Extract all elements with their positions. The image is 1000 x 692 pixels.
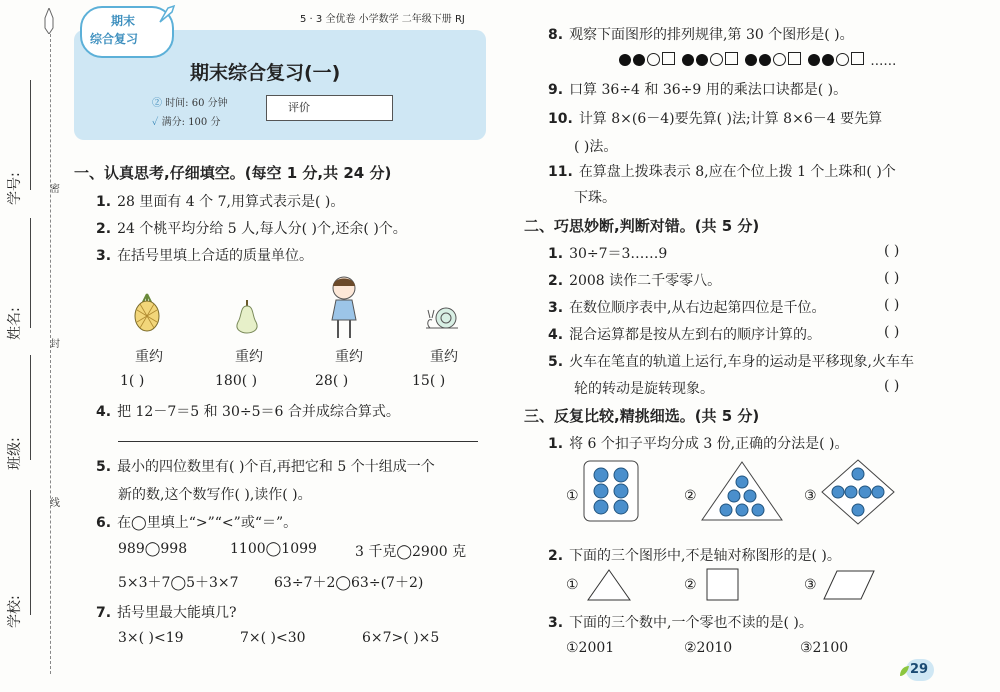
fold-line <box>50 34 51 674</box>
s1-q4: 4. 把 12－7＝5 和 30÷5＝6 合并成综合算式。 <box>96 404 400 420</box>
s3-q2: 2. 下面的三个图形中,不是轴对称图形的是( )。 <box>548 548 841 564</box>
s2-q1: 1. 30÷7＝3……9 <box>548 246 668 262</box>
rocket-badge-icon <box>158 4 176 28</box>
time-info: ② 时间: 60 分钟 <box>152 98 228 109</box>
q3-answer-1[interactable]: 1( ) <box>120 373 145 389</box>
s1-q3: 3. 在括号里填上合适的质量单位。 <box>96 248 314 264</box>
s1-q11a: 11. 在算盘上拨珠表示 8,应在个位上拨 1 个上珠和( )个 <box>548 164 896 180</box>
s2-q3: 3. 在数位顺序表中,从右边起第四位是千位。 <box>548 300 826 316</box>
s3-q2-opt3[interactable]: ③ <box>804 577 817 593</box>
s1-q5a: 5. 最小的四位数里有( )个百,再把它和 5 个十组成一个 <box>96 459 435 475</box>
q7-item-3[interactable]: 6×7>( )×5 <box>362 630 440 646</box>
s1-q2: 2. 24 个桃平均分给 5 人,每人分( )个,还余( )个。 <box>96 221 407 237</box>
s2-answer-5[interactable]: ( ) <box>884 378 900 394</box>
student-id-line <box>30 80 31 190</box>
section3-heading: 三、反复比较,精挑细选。(共 5 分) <box>524 407 760 425</box>
book-meta: 5 · 3 全优卷 小学数学 二年级下册 RJ <box>300 14 465 25</box>
buttons-rectangle[interactable] <box>583 460 639 526</box>
school-label: 学校: <box>7 595 23 628</box>
parallelogram-shape[interactable] <box>823 570 875 604</box>
school-line <box>30 490 31 615</box>
s1-q6: 6. 在◯里填上“>”“<”或“＝”。 <box>96 515 298 531</box>
triangle-shape[interactable] <box>586 568 632 606</box>
q3-label-4: 重约 <box>430 349 458 365</box>
s3-q2-opt1[interactable]: ① <box>566 577 579 593</box>
s3-q3-opt3[interactable]: ③2100 <box>800 640 849 656</box>
s2-answer-1[interactable]: ( ) <box>884 243 900 259</box>
s2-q2: 2. 2008 读作二千零零八。 <box>548 273 722 289</box>
page-leaf-icon <box>898 663 910 682</box>
s1-q10b: ( )法。 <box>574 139 618 155</box>
eval-label-cell: 评价 <box>266 95 332 121</box>
s3-q1-opt1[interactable]: ① <box>566 488 579 504</box>
s2-q5b: 轮的转动是旋转现象。 <box>574 381 714 397</box>
q3-label-2: 重约 <box>235 349 263 365</box>
q3-label-3: 重约 <box>335 349 363 365</box>
s3-q1-opt2[interactable]: ② <box>684 488 697 504</box>
s3-q2-opt2[interactable]: ② <box>684 577 697 593</box>
buttons-diamond[interactable] <box>820 458 896 530</box>
pineapple-icon <box>132 292 162 336</box>
s2-q4: 4. 混合运算都是按从左到右的顺序计算的。 <box>548 327 822 343</box>
q6-item-3[interactable]: 3 千克◯2900 克 <box>355 544 467 560</box>
girl-icon <box>326 274 362 348</box>
q4-answer-line[interactable] <box>118 441 478 442</box>
q3-label-1: 重约 <box>135 349 163 365</box>
s2-q5a: 5. 火车在笔直的轨道上运行,车身的运动是平移现象,火车车 <box>548 354 914 370</box>
s2-answer-2[interactable]: ( ) <box>884 270 900 286</box>
check-icon: ✓ <box>152 117 159 128</box>
seal-feng: 封 <box>50 339 60 350</box>
q3-answer-4[interactable]: 15( ) <box>412 373 446 389</box>
s1-q7: 7. 括号里最大能填几? <box>96 605 237 621</box>
eval-score-cell[interactable] <box>330 95 393 121</box>
s3-q3-opt2[interactable]: ②2010 <box>684 640 733 656</box>
q6-item-1[interactable]: 989◯998 <box>118 541 188 557</box>
s3-q1: 1. 将 6 个扣子平均分成 3 份,正确的分法是( )。 <box>548 436 849 452</box>
page-title: 期末综合复习(一) <box>190 62 341 84</box>
s1-q11b: 下珠。 <box>574 190 616 206</box>
student-id-label: 学号: <box>7 172 23 205</box>
s1-q5b: 新的数,这个数写作( ),读作( )。 <box>118 487 312 503</box>
s1-q10a: 10. 计算 8×(6－4)要先算( )法;计算 8×6－4 要先算 <box>548 111 883 127</box>
q8-pattern: …… <box>618 50 896 69</box>
s1-q1: 1. 28 里面有 4 个 7,用算式表示是( )。 <box>96 194 345 210</box>
s2-answer-3[interactable]: ( ) <box>884 297 900 313</box>
q7-item-2[interactable]: 7×( )<30 <box>240 630 306 646</box>
score-info: ✓ 满分: 100 分 <box>152 117 221 128</box>
q7-item-1[interactable]: 3×( )<19 <box>118 630 184 646</box>
q3-answer-2[interactable]: 180( ) <box>215 373 258 389</box>
rocket-icon <box>44 8 54 34</box>
q6-item-2[interactable]: 1100◯1099 <box>230 541 317 557</box>
s3-q3: 3. 下面的三个数中,一个零也不读的是( )。 <box>548 615 813 631</box>
class-line <box>30 355 31 460</box>
q3-answer-3[interactable]: 28( ) <box>315 373 349 389</box>
badge-line1: 期末 <box>111 14 136 28</box>
class-label: 班级: <box>7 437 23 470</box>
buttons-triangle[interactable] <box>700 460 784 526</box>
snail-icon <box>422 302 462 336</box>
s3-q1-opt3[interactable]: ③ <box>804 488 817 504</box>
square-shape[interactable] <box>706 568 740 606</box>
section2-heading: 二、巧思妙断,判断对错。(共 5 分) <box>524 217 760 235</box>
s1-q9: 9. 口算 36÷4 和 36÷9 用的乘法口诀都是( )。 <box>548 82 848 98</box>
q6-item-4[interactable]: 5×3＋7◯5＋3×7 <box>118 575 239 591</box>
s2-answer-4[interactable]: ( ) <box>884 324 900 340</box>
page-number: 29 <box>910 662 929 677</box>
seal-xian: 线 <box>50 498 60 509</box>
clock-icon: ② <box>152 98 162 109</box>
pear-icon <box>232 298 262 338</box>
name-line <box>30 218 31 328</box>
s3-q3-opt1[interactable]: ①2001 <box>566 640 615 656</box>
section1-heading: 一、认真思考,仔细填空。(每空 1 分,共 24 分) <box>74 164 392 182</box>
seal-mi: 密 <box>50 184 60 195</box>
s1-q8: 8. 观察下面图形的排列规律,第 30 个图形是( )。 <box>548 27 854 43</box>
q6-item-5[interactable]: 63÷7＋2◯63÷(7＋2) <box>274 575 424 591</box>
name-label: 姓名: <box>7 307 23 340</box>
badge-line2: 综合复习 <box>90 32 139 46</box>
